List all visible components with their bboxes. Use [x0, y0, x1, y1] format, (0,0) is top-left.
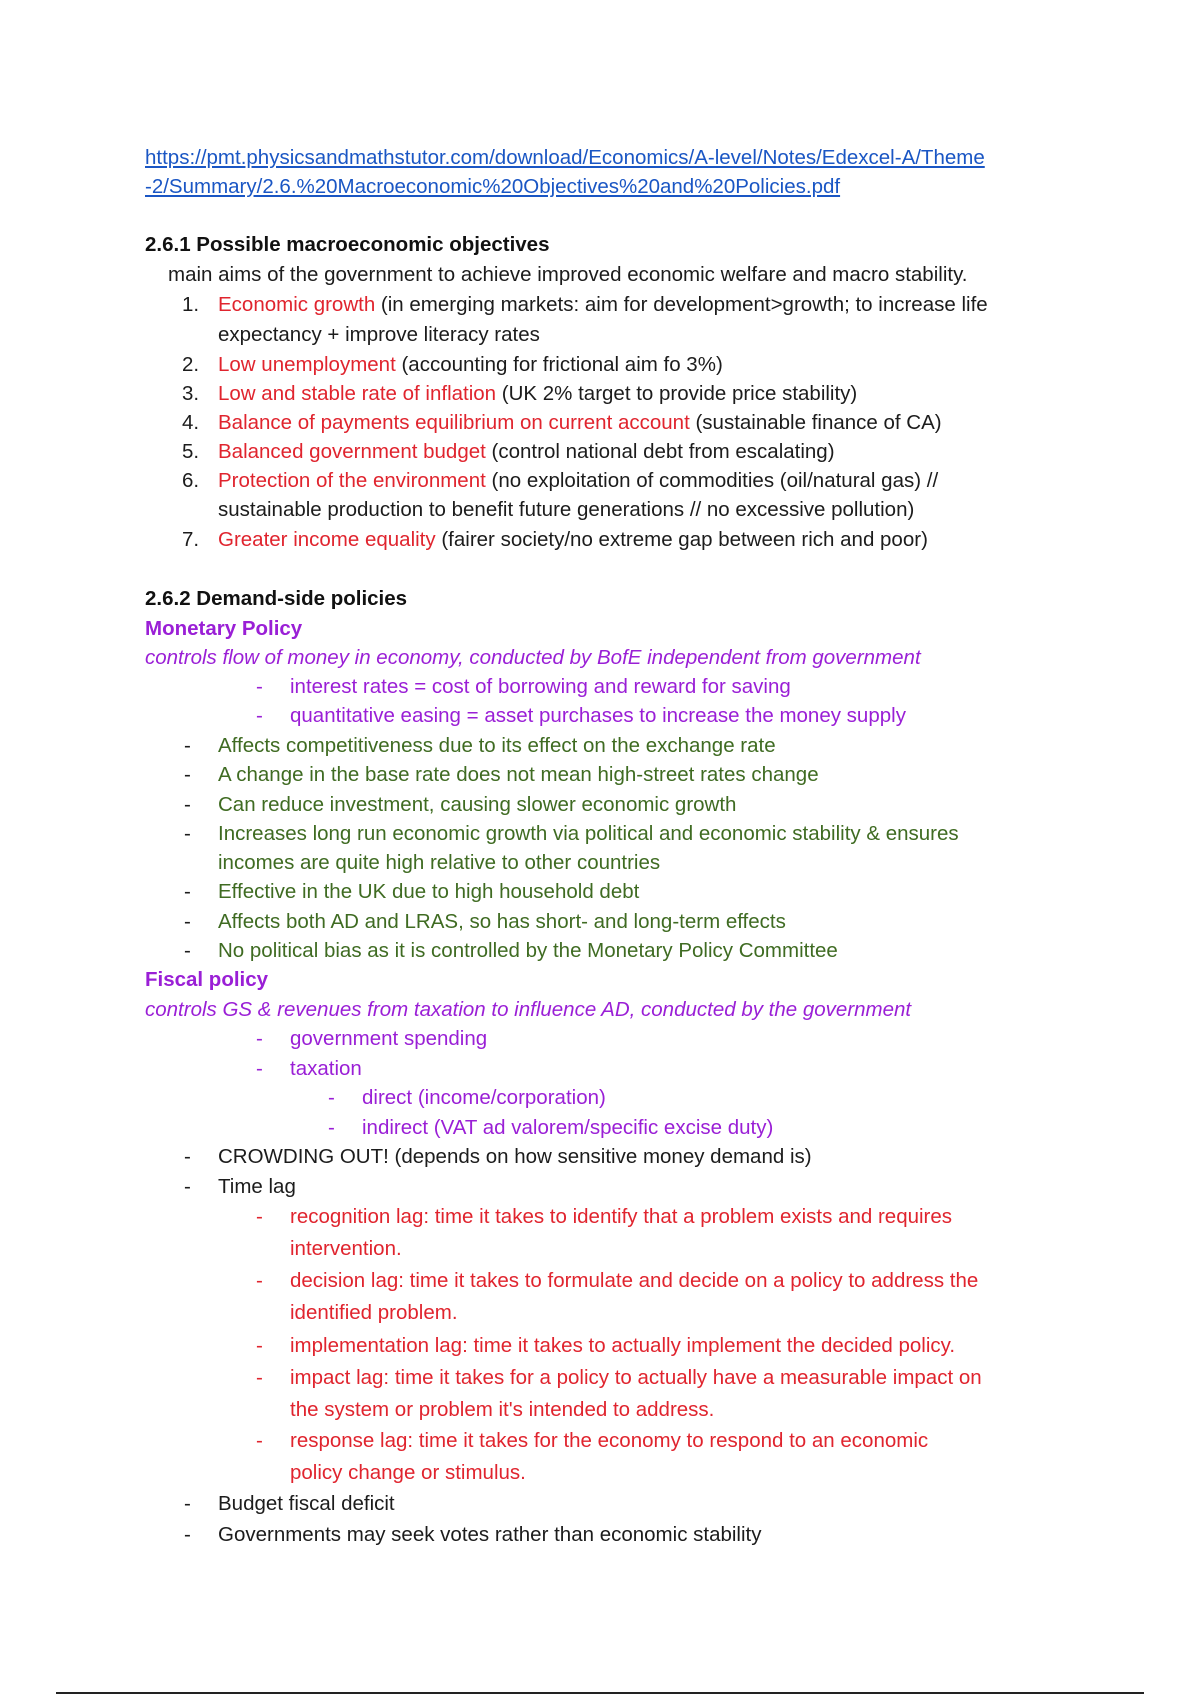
bullet-dash: - — [256, 1366, 263, 1389]
bullet-dash: - — [184, 763, 191, 786]
fiscal-policy-description: controls GS & revenues from taxation to influence AD, conducted by the government — [145, 998, 912, 1021]
bullet-dash: - — [256, 1205, 263, 1228]
list-number: 4. — [182, 411, 200, 434]
bullet-dash: - — [256, 1057, 263, 1080]
fiscal-evaluation-item: Governments may seek votes rather than economic stability — [218, 1523, 762, 1546]
monetary-policy-description: controls flow of money in economy, conducted by BofE independent from government — [145, 646, 921, 669]
list-item-continuation: sustainable production to benefit future generations // no excessive pollution) — [218, 498, 915, 521]
list-item: Economic growth (in emerging markets: aim for development>growth; to increase life — [218, 293, 988, 316]
bullet-dash: - — [184, 910, 191, 933]
monetary-evaluation-item: Increases long run economic growth via political and economic stability & ensures — [218, 822, 959, 845]
bullet-dash: - — [184, 939, 191, 962]
time-lag-item: response lag: time it takes for the economy to respond to an economic — [290, 1429, 929, 1452]
objectives-intro: main aims of the government to achieve improved economic welfare and macro stability. — [168, 263, 968, 286]
bullet-dash: - — [328, 1116, 335, 1139]
time-lag-continuation: the system or problem it's intended to address. — [290, 1398, 715, 1421]
list-item: Greater income equality (fairer society/no extreme gap between rich and poor) — [218, 528, 928, 551]
source-link-line-1[interactable]: https://pmt.physicsandmathstutor.com/download/Economics/A-level/Notes/Edexcel-A/Theme — [145, 146, 985, 169]
bullet-dash: - — [184, 1145, 191, 1168]
monetary-tool-item: interest rates = cost of borrowing and reward for saving — [290, 675, 791, 698]
monetary-evaluation-item: Affects both AD and LRAS, so has short- and long-term effects — [218, 910, 786, 933]
bullet-dash: - — [184, 734, 191, 757]
list-item: Balanced government budget (control national debt from escalating) — [218, 440, 835, 463]
fiscal-policy-title: Fiscal policy — [145, 968, 269, 991]
bullet-dash: - — [184, 822, 191, 845]
time-lag-item: impact lag: time it takes for a policy to actually have a measurable impact on — [290, 1366, 982, 1389]
list-item: Low and stable rate of inflation (UK 2% target to provide price stability) — [218, 382, 858, 405]
fiscal-evaluation-item: Time lag — [218, 1175, 296, 1198]
bullet-dash: - — [256, 704, 263, 727]
section-heading-objectives: 2.6.1 Possible macroeconomic objectives — [145, 233, 550, 256]
monetary-evaluation-continuation: incomes are quite high relative to other countries — [218, 851, 661, 874]
fiscal-evaluation-item: Budget fiscal deficit — [218, 1492, 395, 1515]
bullet-dash: - — [256, 1429, 263, 1452]
bullet-dash: - — [256, 675, 263, 698]
list-number: 3. — [182, 382, 200, 405]
list-number: 2. — [182, 353, 200, 376]
monetary-evaluation-item: Affects competitiveness due to its effect on the exchange rate — [218, 734, 776, 757]
time-lag-continuation: identified problem. — [290, 1301, 458, 1324]
time-lag-item: decision lag: time it takes to formulate and decide on a policy to address the — [290, 1269, 979, 1292]
time-lag-continuation: intervention. — [290, 1237, 402, 1260]
list-number: 7. — [182, 528, 200, 551]
bullet-dash: - — [184, 1175, 191, 1198]
list-number: 6. — [182, 469, 200, 492]
bullet-dash: - — [184, 1523, 191, 1546]
time-lag-item: implementation lag: time it takes to actually implement the decided policy. — [290, 1334, 956, 1357]
bullet-dash: - — [184, 793, 191, 816]
list-item: Low unemployment (accounting for frictional aim fo 3%) — [218, 353, 723, 376]
list-number: 1. — [182, 293, 200, 316]
fiscal-tool-item: taxation — [290, 1057, 362, 1080]
time-lag-item: recognition lag: time it takes to identify that a problem exists and requires — [290, 1205, 953, 1228]
bullet-dash: - — [328, 1086, 335, 1109]
bullet-dash: - — [184, 880, 191, 903]
monetary-evaluation-item: Effective in the UK due to high household debt — [218, 880, 640, 903]
list-item: Balance of payments equilibrium on current account (sustainable finance of CA) — [218, 411, 942, 434]
bullet-dash: - — [256, 1269, 263, 1292]
monetary-evaluation-item: A change in the base rate does not mean high-street rates change — [218, 763, 819, 786]
monetary-policy-title: Monetary Policy — [145, 617, 303, 640]
time-lag-continuation: policy change or stimulus. — [290, 1461, 526, 1484]
fiscal-evaluation-item: CROWDING OUT! (depends on how sensitive money demand is) — [218, 1145, 812, 1168]
list-number: 5. — [182, 440, 200, 463]
section-heading-demand-side: 2.6.2 Demand-side policies — [145, 587, 408, 610]
monetary-evaluation-item: Can reduce investment, causing slower economic growth — [218, 793, 737, 816]
page-bottom-rule — [56, 1692, 1144, 1694]
source-link-line-2[interactable]: -2/Summary/2.6.%20Macroeconomic%20Objectives%20and%20Policies.pdf — [145, 175, 841, 198]
tax-type-item: indirect (VAT ad valorem/specific excise duty) — [362, 1116, 774, 1139]
list-item-continuation: expectancy + improve literacy rates — [218, 323, 540, 346]
monetary-tool-item: quantitative easing = asset purchases to increase the money supply — [290, 704, 906, 727]
list-item: Protection of the environment (no exploitation of commodities (oil/natural gas) // — [218, 469, 939, 492]
bullet-dash: - — [256, 1027, 263, 1050]
bullet-dash: - — [256, 1334, 263, 1357]
fiscal-tool-item: government spending — [290, 1027, 488, 1050]
bullet-dash: - — [184, 1492, 191, 1515]
monetary-evaluation-item: No political bias as it is controlled by the Monetary Policy Committee — [218, 939, 838, 962]
tax-type-item: direct (income/corporation) — [362, 1086, 606, 1109]
